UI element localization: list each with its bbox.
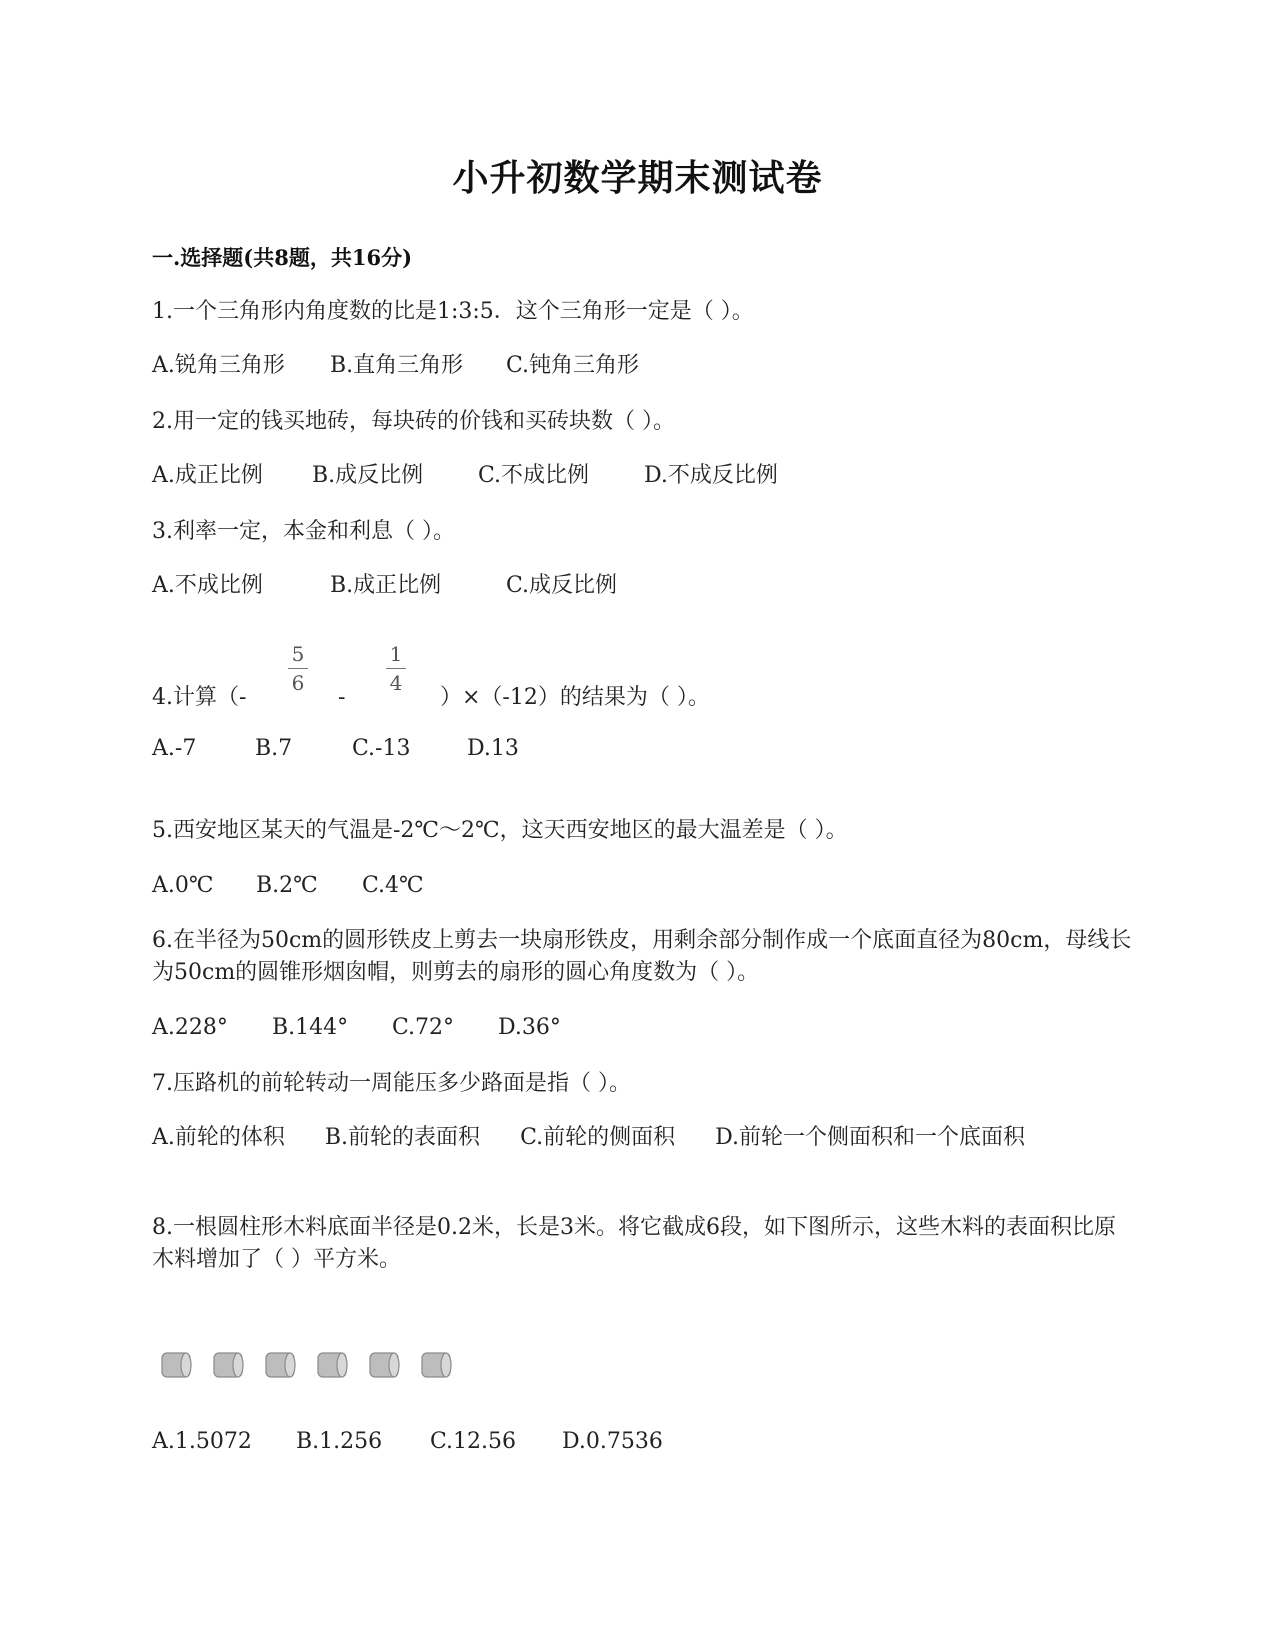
section-heading: 一.选择题(共8题，共16分) xyxy=(152,245,413,270)
option-2d[interactable]: D.不成反比例 xyxy=(644,463,778,488)
option-2c[interactable]: C.不成比例 xyxy=(478,463,590,488)
options-6 xyxy=(152,1012,1132,1044)
option-5b[interactable]: B.2℃ xyxy=(256,873,318,898)
question-1: 1.一个三角形内角度数的比是1:3:5．这个三角形一定是（ ）。 xyxy=(152,299,754,324)
option-2b[interactable]: B.成反比例 xyxy=(312,463,424,488)
option-5a[interactable]: A.0℃ xyxy=(152,873,214,898)
log-piece xyxy=(214,1353,243,1377)
option-4a[interactable]: A.-7 xyxy=(152,736,197,761)
option-8b[interactable]: B.1.256 xyxy=(296,1429,383,1454)
option-7a[interactable]: A.前轮的体积 xyxy=(152,1125,285,1150)
question-3: 3.利率一定，本金和利息（ ）。 xyxy=(152,519,455,544)
option-6c[interactable]: C.72° xyxy=(392,1015,455,1040)
options-7 xyxy=(152,1122,1092,1154)
option-4c[interactable]: C.-13 xyxy=(352,736,411,761)
option-8a[interactable]: A.1.5072 xyxy=(152,1429,252,1454)
option-3b[interactable]: B.成正比例 xyxy=(330,573,442,598)
options-1 xyxy=(152,350,1132,382)
option-8d[interactable]: D.0.7536 xyxy=(562,1429,663,1454)
option-6d[interactable]: D.36° xyxy=(498,1015,561,1040)
question-2: 2.用一定的钱买地砖，每块砖的价钱和买砖块数（ ）。 xyxy=(152,409,675,434)
log-piece xyxy=(422,1353,451,1377)
question-8: 8.一根圆柱形木料底面半径是0.2米，长是3米。将它截成6段，如下图所示，这些木料的表面积比原木料增加了（ ）平方米。 xyxy=(152,1215,1116,1272)
option-3a[interactable]: A.不成比例 xyxy=(152,573,263,598)
option-2a[interactable]: A.成正比例 xyxy=(152,463,263,488)
log-piece xyxy=(318,1353,347,1377)
question-6: 6.在半径为50cm的圆形铁皮上剪去一块扇形铁皮，用剩余部分制作成一个底面直径为80cm，母线长为50cm的圆锥形烟囱帽，则剪去的扇形的圆心角度数为（ ）。 xyxy=(152,928,1132,985)
fraction-bar xyxy=(386,668,406,669)
option-1b[interactable]: B.直角三角形 xyxy=(330,353,464,378)
option-6a[interactable]: A.228° xyxy=(152,1015,228,1040)
fraction-denominator: 4 xyxy=(389,671,403,695)
fraction-bar xyxy=(288,668,308,669)
option-4b[interactable]: B.7 xyxy=(255,736,293,761)
fraction-1-4 xyxy=(384,643,408,694)
option-1c[interactable]: C.钝角三角形 xyxy=(506,353,640,378)
option-5c[interactable]: C.4℃ xyxy=(362,873,424,898)
option-6b[interactable]: B.144° xyxy=(272,1015,349,1040)
option-3c[interactable]: C.成反比例 xyxy=(506,573,618,598)
log-piece xyxy=(162,1353,191,1377)
fraction-5-6 xyxy=(286,643,310,694)
log-piece xyxy=(266,1353,295,1377)
options-5 xyxy=(152,870,1132,902)
fraction-numerator: 5 xyxy=(291,642,305,666)
fraction-numerator: 1 xyxy=(389,642,403,666)
option-4d[interactable]: D.13 xyxy=(467,736,519,761)
option-7d[interactable]: D.前轮一个侧面积和一个底面积 xyxy=(715,1125,1025,1150)
question-4-prefix: 4.计算（- xyxy=(152,685,247,710)
options-4 xyxy=(152,733,1132,765)
option-7c[interactable]: C.前轮的侧面积 xyxy=(520,1125,676,1150)
options-8 xyxy=(152,1426,1132,1458)
option-8c[interactable]: C.12.56 xyxy=(430,1429,517,1454)
log-piece xyxy=(370,1353,399,1377)
question-7: 7.压路机的前轮转动一周能压多少路面是指（ ）。 xyxy=(152,1071,631,1096)
question-4-minus: - xyxy=(338,685,346,710)
question-5: 5.西安地区某天的气温是-2℃～2℃，这天西安地区的最大温差是（ ）。 xyxy=(152,818,848,843)
cut-logs-figure xyxy=(160,1348,480,1382)
option-1a[interactable]: A.锐角三角形 xyxy=(152,353,285,378)
fraction-denominator: 6 xyxy=(291,671,305,695)
page-title: 小升初数学期末测试卷 xyxy=(452,157,823,199)
question-4-suffix: ）×（-12）的结果为（ ）。 xyxy=(440,685,710,710)
options-2 xyxy=(152,460,1132,492)
options-3 xyxy=(152,570,1132,602)
option-7b[interactable]: B.前轮的表面积 xyxy=(324,1125,481,1150)
